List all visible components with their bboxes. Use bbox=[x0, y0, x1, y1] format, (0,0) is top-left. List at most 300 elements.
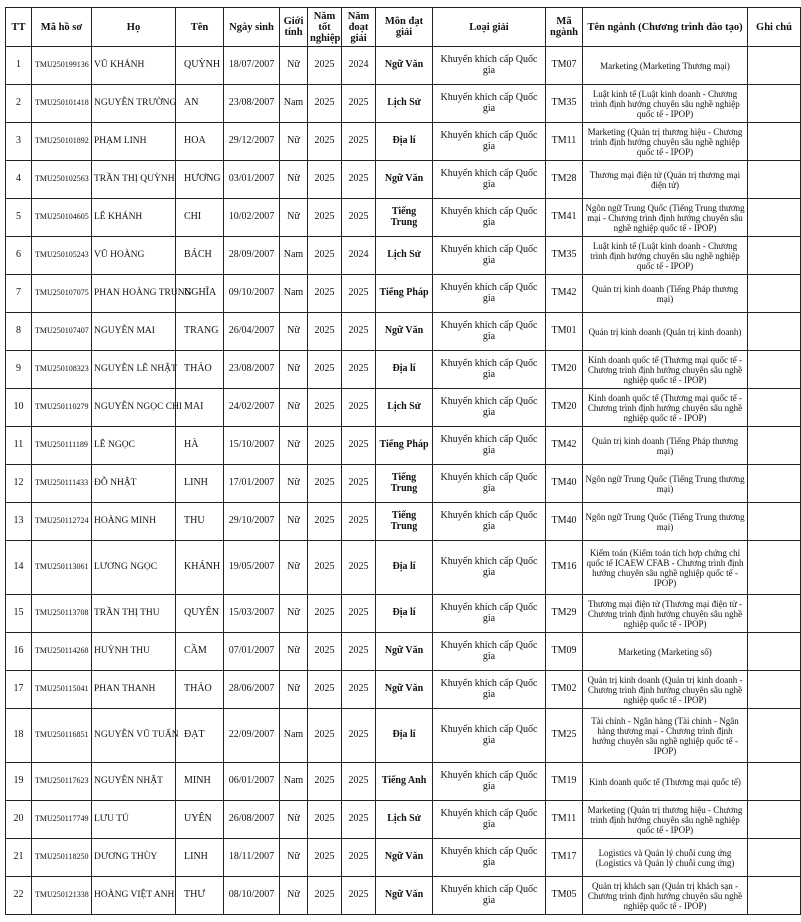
cell-tt: 8 bbox=[6, 313, 32, 351]
cell-tt: 11 bbox=[6, 427, 32, 465]
cell-nam-tot-nghiep: 2025 bbox=[308, 237, 342, 275]
cell-ngay-sinh: 19/05/2007 bbox=[224, 541, 280, 595]
cell-ten-nganh: Quản trị kinh doanh (Quản trị kinh doanh - Chương trình định hướng chuyên sâu nghề nghiệp quốc tế - IPOP) bbox=[583, 671, 748, 709]
cell-nam-doat-giai: 2025 bbox=[342, 161, 376, 199]
cell-ten-nganh: Kinh doanh quốc tế (Thương mại quốc tế) bbox=[583, 763, 748, 801]
cell-ngay-sinh: 23/08/2007 bbox=[224, 85, 280, 123]
cell-ma-ho-so: TMU250117749 bbox=[32, 801, 92, 839]
cell-ho: NGUYỄN VŨ TUẤN bbox=[92, 709, 176, 763]
cell-nam-tot-nghiep: 2025 bbox=[308, 503, 342, 541]
cell-ho: LƯU TÚ bbox=[92, 801, 176, 839]
cell-nam-doat-giai: 2025 bbox=[342, 877, 376, 915]
cell-ma-nganh: TM19 bbox=[546, 763, 583, 801]
cell-ho: HUỲNH THU bbox=[92, 633, 176, 671]
cell-loai-giai: Khuyến khích cấp Quốc gia bbox=[433, 313, 546, 351]
cell-nam-doat-giai: 2025 bbox=[342, 389, 376, 427]
cell-gioi-tinh: Nữ bbox=[280, 123, 308, 161]
cell-gioi-tinh: Nữ bbox=[280, 47, 308, 85]
cell-gioi-tinh: Nữ bbox=[280, 595, 308, 633]
cell-ngay-sinh: 29/12/2007 bbox=[224, 123, 280, 161]
cell-loai-giai: Khuyến khích cấp Quốc gia bbox=[433, 47, 546, 85]
table-row bbox=[6, 595, 801, 633]
cell-gioi-tinh: Nam bbox=[280, 85, 308, 123]
cell-tt: 16 bbox=[6, 633, 32, 671]
col-header-gioi-tinh: Giới tính bbox=[280, 8, 308, 47]
cell-ten: UYÊN bbox=[176, 801, 224, 839]
cell-ten-nganh: Kiểm toán (Kiểm toán tích hợp chứng chỉ quốc tế ICAEW CFAB - Chương trình định hướng chuyên sâu nghề nghiệp quốc tế - IPOP) bbox=[583, 541, 748, 595]
cell-ten: THU bbox=[176, 503, 224, 541]
cell-nam-tot-nghiep: 2025 bbox=[308, 123, 342, 161]
cell-tt: 13 bbox=[6, 503, 32, 541]
cell-loai-giai: Khuyến khích cấp Quốc gia bbox=[433, 123, 546, 161]
cell-ten-nganh: Thương mại điện tử (Quản trị thương mại điện tử) bbox=[583, 161, 748, 199]
cell-loai-giai: Khuyến khích cấp Quốc gia bbox=[433, 763, 546, 801]
cell-nam-doat-giai: 2025 bbox=[342, 313, 376, 351]
cell-ten-nganh: Quản trị kinh doanh (Tiếng Pháp thương mại) bbox=[583, 275, 748, 313]
cell-ngay-sinh: 28/06/2007 bbox=[224, 671, 280, 709]
cell-ghi-chu bbox=[748, 541, 801, 595]
col-header-ten: Tên bbox=[176, 8, 224, 47]
cell-ma-nganh: TM05 bbox=[546, 877, 583, 915]
col-header-ngay-sinh: Ngày sinh bbox=[224, 8, 280, 47]
cell-ma-ho-so: TMU250102563 bbox=[32, 161, 92, 199]
cell-ma-nganh: TM20 bbox=[546, 351, 583, 389]
cell-mon-dat-giai: Tiếng Trung bbox=[376, 503, 433, 541]
cell-ho: NGUYỄN NHẬT bbox=[92, 763, 176, 801]
table-row bbox=[6, 763, 801, 801]
cell-nam-doat-giai: 2025 bbox=[342, 123, 376, 161]
cell-ma-ho-so: TMU250101418 bbox=[32, 85, 92, 123]
cell-ho: PHAN THANH bbox=[92, 671, 176, 709]
cell-gioi-tinh: Nam bbox=[280, 763, 308, 801]
cell-ten: THẢO bbox=[176, 351, 224, 389]
cell-gioi-tinh: Nữ bbox=[280, 801, 308, 839]
cell-ho: LÊ KHÁNH bbox=[92, 199, 176, 237]
cell-ngay-sinh: 15/10/2007 bbox=[224, 427, 280, 465]
header-row bbox=[6, 8, 801, 47]
table-row bbox=[6, 161, 801, 199]
cell-ten-nganh: Ngôn ngữ Trung Quốc (Tiếng Trung thương mại) bbox=[583, 503, 748, 541]
table-row bbox=[6, 465, 801, 503]
cell-tt: 14 bbox=[6, 541, 32, 595]
cell-mon-dat-giai: Ngữ Văn bbox=[376, 877, 433, 915]
cell-ten: NGHĨA bbox=[176, 275, 224, 313]
col-header-mon-dat-giai: Môn đạt giải bbox=[376, 8, 433, 47]
cell-ngay-sinh: 15/03/2007 bbox=[224, 595, 280, 633]
cell-ho: LƯƠNG NGỌC bbox=[92, 541, 176, 595]
cell-loai-giai: Khuyến khích cấp Quốc gia bbox=[433, 465, 546, 503]
cell-ten: BÁCH bbox=[176, 237, 224, 275]
cell-ngay-sinh: 10/02/2007 bbox=[224, 199, 280, 237]
cell-nam-doat-giai: 2025 bbox=[342, 709, 376, 763]
cell-ma-ho-so: TMU250121338 bbox=[32, 877, 92, 915]
table-row bbox=[6, 839, 801, 877]
cell-ten: CẦM bbox=[176, 633, 224, 671]
cell-nam-doat-giai: 2025 bbox=[342, 85, 376, 123]
cell-nam-doat-giai: 2025 bbox=[342, 595, 376, 633]
cell-nam-tot-nghiep: 2025 bbox=[308, 351, 342, 389]
cell-ma-nganh: TM07 bbox=[546, 47, 583, 85]
cell-ten: LINH bbox=[176, 465, 224, 503]
cell-gioi-tinh: Nữ bbox=[280, 465, 308, 503]
cell-ghi-chu bbox=[748, 427, 801, 465]
cell-ma-ho-so: TMU250112724 bbox=[32, 503, 92, 541]
cell-ten: HOA bbox=[176, 123, 224, 161]
cell-gioi-tinh: Nam bbox=[280, 709, 308, 763]
cell-gioi-tinh: Nữ bbox=[280, 351, 308, 389]
cell-mon-dat-giai: Lịch Sử bbox=[376, 85, 433, 123]
cell-mon-dat-giai: Tiếng Trung bbox=[376, 465, 433, 503]
cell-gioi-tinh: Nữ bbox=[280, 503, 308, 541]
cell-ngay-sinh: 29/10/2007 bbox=[224, 503, 280, 541]
cell-ma-nganh: TM35 bbox=[546, 85, 583, 123]
table-row bbox=[6, 199, 801, 237]
cell-ma-nganh: TM42 bbox=[546, 275, 583, 313]
cell-loai-giai: Khuyến khích cấp Quốc gia bbox=[433, 595, 546, 633]
cell-ten: HƯƠNG bbox=[176, 161, 224, 199]
col-header-ten-nganh: Tên ngành (Chương trình đào tạo) bbox=[583, 8, 748, 47]
cell-nam-doat-giai: 2025 bbox=[342, 633, 376, 671]
table-row bbox=[6, 237, 801, 275]
cell-ghi-chu bbox=[748, 275, 801, 313]
table-row bbox=[6, 541, 801, 595]
cell-nam-tot-nghiep: 2025 bbox=[308, 709, 342, 763]
cell-ghi-chu bbox=[748, 633, 801, 671]
cell-nam-tot-nghiep: 2025 bbox=[308, 275, 342, 313]
cell-ho: VŨ KHÁNH bbox=[92, 47, 176, 85]
cell-ten-nganh: Quản trị kinh doanh (Tiếng Pháp thương mại) bbox=[583, 427, 748, 465]
cell-tt: 19 bbox=[6, 763, 32, 801]
col-header-ho: Họ bbox=[92, 8, 176, 47]
cell-gioi-tinh: Nữ bbox=[280, 161, 308, 199]
cell-ngay-sinh: 09/10/2007 bbox=[224, 275, 280, 313]
table-row bbox=[6, 351, 801, 389]
table-row bbox=[6, 313, 801, 351]
cell-ho: NGUYỄN LÊ NHẬT bbox=[92, 351, 176, 389]
col-header-ghi-chu: Ghi chú bbox=[748, 8, 801, 47]
cell-mon-dat-giai: Địa lí bbox=[376, 351, 433, 389]
cell-tt: 5 bbox=[6, 199, 32, 237]
cell-ma-nganh: TM02 bbox=[546, 671, 583, 709]
cell-tt: 4 bbox=[6, 161, 32, 199]
table-row bbox=[6, 275, 801, 313]
cell-ma-ho-so: TMU250107407 bbox=[32, 313, 92, 351]
cell-loai-giai: Khuyến khích cấp Quốc gia bbox=[433, 199, 546, 237]
col-header-ma-ho-so: Mã hồ sơ bbox=[32, 8, 92, 47]
cell-ten: AN bbox=[176, 85, 224, 123]
cell-ma-nganh: TM11 bbox=[546, 801, 583, 839]
cell-ten: ĐẠT bbox=[176, 709, 224, 763]
table-row bbox=[6, 709, 801, 763]
cell-ma-ho-so: TMU250107075 bbox=[32, 275, 92, 313]
cell-ho: TRẦN THỊ QUỲNH bbox=[92, 161, 176, 199]
cell-ten-nganh: Marketing (Quản trị thương hiệu - Chương trình định hướng chuyên sâu nghề nghiệp quốc tế - IPOP) bbox=[583, 801, 748, 839]
cell-mon-dat-giai: Ngữ Văn bbox=[376, 161, 433, 199]
cell-ngay-sinh: 03/01/2007 bbox=[224, 161, 280, 199]
cell-ghi-chu bbox=[748, 503, 801, 541]
table-row bbox=[6, 389, 801, 427]
cell-ma-ho-so: TMU250101892 bbox=[32, 123, 92, 161]
cell-ghi-chu bbox=[748, 123, 801, 161]
cell-nam-tot-nghiep: 2025 bbox=[308, 427, 342, 465]
cell-ma-ho-so: TMU250104605 bbox=[32, 199, 92, 237]
cell-tt: 6 bbox=[6, 237, 32, 275]
cell-ghi-chu bbox=[748, 237, 801, 275]
cell-ten-nganh: Marketing (Marketing Thương mại) bbox=[583, 47, 748, 85]
cell-nam-tot-nghiep: 2025 bbox=[308, 199, 342, 237]
cell-ma-nganh: TM09 bbox=[546, 633, 583, 671]
cell-loai-giai: Khuyến khích cấp Quốc gia bbox=[433, 709, 546, 763]
cell-ma-ho-so: TMU250110279 bbox=[32, 389, 92, 427]
cell-tt: 18 bbox=[6, 709, 32, 763]
cell-ho: NGUYỄN NGỌC CHI bbox=[92, 389, 176, 427]
cell-mon-dat-giai: Tiếng Trung bbox=[376, 199, 433, 237]
cell-mon-dat-giai: Lịch Sử bbox=[376, 389, 433, 427]
table-row bbox=[6, 427, 801, 465]
cell-ho: PHAN HOÀNG TRUNG bbox=[92, 275, 176, 313]
table-row bbox=[6, 123, 801, 161]
cell-loai-giai: Khuyến khích cấp Quốc gia bbox=[433, 237, 546, 275]
cell-ghi-chu bbox=[748, 709, 801, 763]
cell-ten-nganh: Ngôn ngữ Trung Quốc (Tiếng Trung thương mại) bbox=[583, 465, 748, 503]
cell-ngay-sinh: 23/08/2007 bbox=[224, 351, 280, 389]
cell-ho: NGUYỄN TRƯỜNG bbox=[92, 85, 176, 123]
col-header-tt: TT bbox=[6, 8, 32, 47]
cell-gioi-tinh: Nữ bbox=[280, 671, 308, 709]
table-row bbox=[6, 503, 801, 541]
cell-ho: HOÀNG MINH bbox=[92, 503, 176, 541]
cell-ten-nganh: Thương mại điện tử (Thương mại điện tử - Chương trình định hướng chuyên sâu nghề nghiệp quốc tế - IPOP) bbox=[583, 595, 748, 633]
cell-nam-tot-nghiep: 2025 bbox=[308, 161, 342, 199]
cell-ghi-chu bbox=[748, 671, 801, 709]
cell-nam-tot-nghiep: 2025 bbox=[308, 465, 342, 503]
cell-ngay-sinh: 24/02/2007 bbox=[224, 389, 280, 427]
cell-tt: 22 bbox=[6, 877, 32, 915]
cell-ghi-chu bbox=[748, 199, 801, 237]
cell-ma-nganh: TM17 bbox=[546, 839, 583, 877]
cell-nam-tot-nghiep: 2025 bbox=[308, 313, 342, 351]
cell-loai-giai: Khuyến khích cấp Quốc gia bbox=[433, 503, 546, 541]
cell-gioi-tinh: Nữ bbox=[280, 839, 308, 877]
cell-nam-tot-nghiep: 2025 bbox=[308, 633, 342, 671]
cell-ma-nganh: TM29 bbox=[546, 595, 583, 633]
cell-nam-tot-nghiep: 2025 bbox=[308, 839, 342, 877]
cell-tt: 21 bbox=[6, 839, 32, 877]
cell-mon-dat-giai: Địa lí bbox=[376, 709, 433, 763]
cell-ma-nganh: TM01 bbox=[546, 313, 583, 351]
cell-nam-doat-giai: 2025 bbox=[342, 541, 376, 595]
cell-ten: HÀ bbox=[176, 427, 224, 465]
cell-ngay-sinh: 18/07/2007 bbox=[224, 47, 280, 85]
cell-gioi-tinh: Nam bbox=[280, 237, 308, 275]
cell-nam-doat-giai: 2025 bbox=[342, 275, 376, 313]
cell-mon-dat-giai: Tiếng Anh bbox=[376, 763, 433, 801]
cell-ten: THƯ bbox=[176, 877, 224, 915]
cell-tt: 3 bbox=[6, 123, 32, 161]
cell-nam-tot-nghiep: 2025 bbox=[308, 389, 342, 427]
cell-ngay-sinh: 06/01/2007 bbox=[224, 763, 280, 801]
cell-loai-giai: Khuyến khích cấp Quốc gia bbox=[433, 839, 546, 877]
cell-ma-ho-so: TMU250199136 bbox=[32, 47, 92, 85]
cell-loai-giai: Khuyến khích cấp Quốc gia bbox=[433, 427, 546, 465]
cell-tt: 2 bbox=[6, 85, 32, 123]
cell-ho: PHẠM LINH bbox=[92, 123, 176, 161]
cell-ten-nganh: Luật kinh tế (Luật kinh doanh - Chương trình định hướng chuyên sâu nghề nghiệp quốc tế - IPOP) bbox=[583, 85, 748, 123]
cell-ho: ĐỖ NHẬT bbox=[92, 465, 176, 503]
table-row bbox=[6, 85, 801, 123]
cell-ngay-sinh: 17/01/2007 bbox=[224, 465, 280, 503]
cell-ngay-sinh: 18/11/2007 bbox=[224, 839, 280, 877]
cell-mon-dat-giai: Địa lí bbox=[376, 123, 433, 161]
cell-mon-dat-giai: Địa lí bbox=[376, 541, 433, 595]
cell-ho: NGUYỄN MAI bbox=[92, 313, 176, 351]
col-header-nam-doat-giai: Năm đoạt giải bbox=[342, 8, 376, 47]
cell-ghi-chu bbox=[748, 389, 801, 427]
cell-ho: TRẦN THỊ THU bbox=[92, 595, 176, 633]
cell-ten-nganh: Logistics và Quản lý chuỗi cung ứng (Logistics và Quản lý chuỗi cung ứng) bbox=[583, 839, 748, 877]
cell-tt: 7 bbox=[6, 275, 32, 313]
cell-ho: DƯƠNG THÙY bbox=[92, 839, 176, 877]
cell-nam-tot-nghiep: 2025 bbox=[308, 877, 342, 915]
cell-gioi-tinh: Nữ bbox=[280, 199, 308, 237]
cell-ten: MAI bbox=[176, 389, 224, 427]
cell-ten-nganh: Luật kinh tế (Luật kinh doanh - Chương trình định hướng chuyên sâu nghề nghiệp quốc tế - IPOP) bbox=[583, 237, 748, 275]
cell-mon-dat-giai: Địa lí bbox=[376, 595, 433, 633]
cell-ma-ho-so: TMU250114268 bbox=[32, 633, 92, 671]
cell-ma-ho-so: TMU250111189 bbox=[32, 427, 92, 465]
cell-tt: 9 bbox=[6, 351, 32, 389]
cell-ho: LÊ NGỌC bbox=[92, 427, 176, 465]
cell-nam-tot-nghiep: 2025 bbox=[308, 85, 342, 123]
cell-loai-giai: Khuyến khích cấp Quốc gia bbox=[433, 633, 546, 671]
cell-ma-nganh: TM11 bbox=[546, 123, 583, 161]
table-row bbox=[6, 47, 801, 85]
cell-loai-giai: Khuyến khích cấp Quốc gia bbox=[433, 541, 546, 595]
cell-ma-ho-so: TMU250113061 bbox=[32, 541, 92, 595]
cell-ten-nganh: Kinh doanh quốc tế (Thương mại quốc tế - Chương trình định hướng chuyên sâu nghề nghiệp quốc tế - IPOP) bbox=[583, 351, 748, 389]
cell-tt: 1 bbox=[6, 47, 32, 85]
cell-ten: KHÁNH bbox=[176, 541, 224, 595]
cell-loai-giai: Khuyến khích cấp Quốc gia bbox=[433, 389, 546, 427]
col-header-ma-nganh: Mã ngành bbox=[546, 8, 583, 47]
cell-tt: 17 bbox=[6, 671, 32, 709]
cell-nam-doat-giai: 2024 bbox=[342, 47, 376, 85]
cell-nam-doat-giai: 2025 bbox=[342, 801, 376, 839]
cell-mon-dat-giai: Ngữ Văn bbox=[376, 839, 433, 877]
cell-ma-ho-so: TMU250108323 bbox=[32, 351, 92, 389]
cell-mon-dat-giai: Ngữ Văn bbox=[376, 47, 433, 85]
cell-loai-giai: Khuyến khích cấp Quốc gia bbox=[433, 671, 546, 709]
cell-nam-tot-nghiep: 2025 bbox=[308, 671, 342, 709]
cell-gioi-tinh: Nữ bbox=[280, 313, 308, 351]
cell-ngay-sinh: 07/01/2007 bbox=[224, 633, 280, 671]
cell-ghi-chu bbox=[748, 313, 801, 351]
cell-ma-nganh: TM28 bbox=[546, 161, 583, 199]
cell-nam-doat-giai: 2025 bbox=[342, 465, 376, 503]
cell-ma-nganh: TM16 bbox=[546, 541, 583, 595]
cell-gioi-tinh: Nam bbox=[280, 275, 308, 313]
col-header-loai-giai: Loại giải bbox=[433, 8, 546, 47]
cell-gioi-tinh: Nữ bbox=[280, 633, 308, 671]
cell-loai-giai: Khuyến khích cấp Quốc gia bbox=[433, 877, 546, 915]
cell-ghi-chu bbox=[748, 877, 801, 915]
cell-ngay-sinh: 22/09/2007 bbox=[224, 709, 280, 763]
cell-ten-nganh: Marketing (Marketing số) bbox=[583, 633, 748, 671]
cell-mon-dat-giai: Lịch Sử bbox=[376, 237, 433, 275]
cell-ngay-sinh: 26/04/2007 bbox=[224, 313, 280, 351]
cell-nam-tot-nghiep: 2025 bbox=[308, 541, 342, 595]
cell-ten: QUYÊN bbox=[176, 595, 224, 633]
cell-ghi-chu bbox=[748, 801, 801, 839]
cell-loai-giai: Khuyến khích cấp Quốc gia bbox=[433, 85, 546, 123]
cell-ma-ho-so: TMU250116851 bbox=[32, 709, 92, 763]
table-row bbox=[6, 671, 801, 709]
cell-ten-nganh: Quản trị khách sạn (Quản trị khách sạn - Chương trình định hướng chuyên sâu nghề nghiệp quốc tế - IPOP) bbox=[583, 877, 748, 915]
cell-ma-ho-so: TMU250118250 bbox=[32, 839, 92, 877]
cell-mon-dat-giai: Ngữ Văn bbox=[376, 633, 433, 671]
cell-ten: TRANG bbox=[176, 313, 224, 351]
cell-nam-tot-nghiep: 2025 bbox=[308, 801, 342, 839]
cell-nam-doat-giai: 2025 bbox=[342, 671, 376, 709]
cell-mon-dat-giai: Ngữ Văn bbox=[376, 313, 433, 351]
cell-ten: QUỲNH bbox=[176, 47, 224, 85]
award-list-sheet bbox=[5, 7, 800, 915]
cell-tt: 20 bbox=[6, 801, 32, 839]
cell-mon-dat-giai: Tiếng Pháp bbox=[376, 427, 433, 465]
cell-ghi-chu bbox=[748, 465, 801, 503]
cell-nam-tot-nghiep: 2025 bbox=[308, 47, 342, 85]
cell-ma-nganh: TM41 bbox=[546, 199, 583, 237]
table-row bbox=[6, 801, 801, 839]
cell-ma-nganh: TM40 bbox=[546, 465, 583, 503]
cell-ten: THẢO bbox=[176, 671, 224, 709]
cell-ho: VŨ HOÀNG bbox=[92, 237, 176, 275]
cell-ghi-chu bbox=[748, 161, 801, 199]
cell-ghi-chu bbox=[748, 85, 801, 123]
cell-gioi-tinh: Nữ bbox=[280, 389, 308, 427]
cell-mon-dat-giai: Lịch Sử bbox=[376, 801, 433, 839]
cell-ma-nganh: TM40 bbox=[546, 503, 583, 541]
cell-ten-nganh: Kinh doanh quốc tế (Thương mại quốc tế - Chương trình định hướng chuyên sâu nghề nghiệp quốc tế - IPOP) bbox=[583, 389, 748, 427]
cell-ma-nganh: TM42 bbox=[546, 427, 583, 465]
cell-mon-dat-giai: Tiếng Pháp bbox=[376, 275, 433, 313]
cell-ma-ho-so: TMU250115041 bbox=[32, 671, 92, 709]
table-row bbox=[6, 633, 801, 671]
cell-nam-doat-giai: 2025 bbox=[342, 763, 376, 801]
cell-ma-ho-so: TMU250105243 bbox=[32, 237, 92, 275]
col-header-nam-tot-nghiep: Năm tốt nghiệp bbox=[308, 8, 342, 47]
cell-ho: HOÀNG VIỆT ANH bbox=[92, 877, 176, 915]
cell-ten-nganh: Tài chính - Ngân hàng (Tài chính - Ngân hàng thương mại - Chương trình định hướng chuyên sâu nghề nghiệp quốc tế - IPOP) bbox=[583, 709, 748, 763]
cell-ghi-chu bbox=[748, 763, 801, 801]
cell-ghi-chu bbox=[748, 839, 801, 877]
cell-ngay-sinh: 26/08/2007 bbox=[224, 801, 280, 839]
cell-nam-doat-giai: 2025 bbox=[342, 427, 376, 465]
cell-mon-dat-giai: Ngữ Văn bbox=[376, 671, 433, 709]
cell-ma-nganh: TM25 bbox=[546, 709, 583, 763]
cell-gioi-tinh: Nữ bbox=[280, 541, 308, 595]
cell-loai-giai: Khuyến khích cấp Quốc gia bbox=[433, 275, 546, 313]
cell-nam-doat-giai: 2024 bbox=[342, 237, 376, 275]
cell-ghi-chu bbox=[748, 351, 801, 389]
cell-ma-ho-so: TMU250117623 bbox=[32, 763, 92, 801]
cell-tt: 15 bbox=[6, 595, 32, 633]
cell-loai-giai: Khuyến khích cấp Quốc gia bbox=[433, 801, 546, 839]
cell-ten: LINH bbox=[176, 839, 224, 877]
cell-ghi-chu bbox=[748, 595, 801, 633]
cell-gioi-tinh: Nữ bbox=[280, 427, 308, 465]
cell-nam-tot-nghiep: 2025 bbox=[308, 595, 342, 633]
